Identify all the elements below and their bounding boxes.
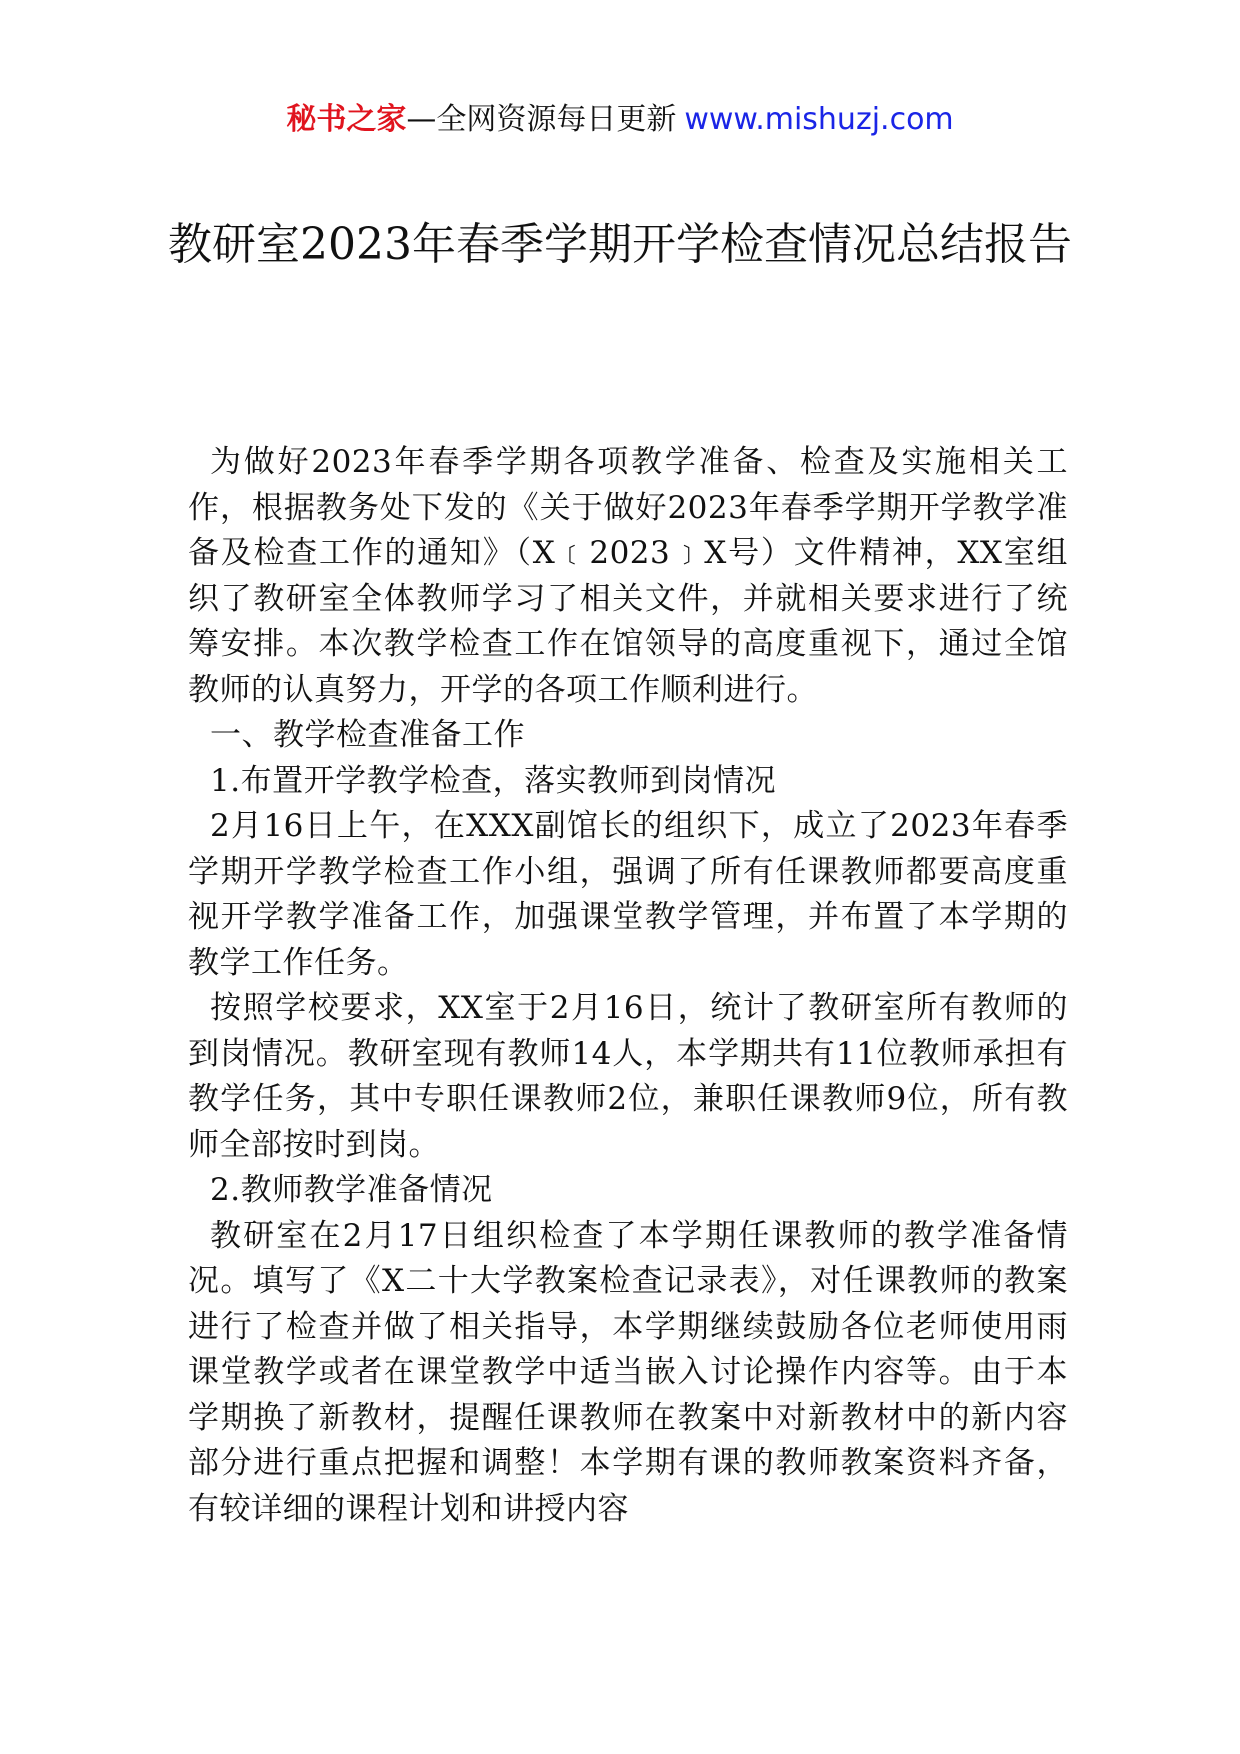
header-tagline: —全网资源每日更新 (406, 102, 677, 137)
subsection-heading-1: 1.布置开学教学检查，落实教师到岗情况 (210, 762, 777, 799)
document-body (188, 440, 1068, 1532)
section-heading-1: 一、教学检查准备工作 (210, 717, 525, 753)
site-header (0, 98, 1240, 142)
document-title: 教研室2023年春季学期开学检查情况总结报告 (168, 219, 1072, 270)
subsection-heading-2: 2.教师教学准备情况 (210, 1172, 493, 1208)
paragraph-intro: 为做好2023年春季学期各项教学准备、检查及实施相关工作，根据教务处下发的《关于做好2023年春季学期开学教学准备及检查工作的通知》（X﹝2023﹞X号）文件精神，XX室组织了教研室全体教师学习了相关文件，并就相关要求进行了统筹安排。本次教学检查工作在馆领导的高度重视下，通过全馆教师的认真努力，开学的各项工作顺利进行。 (188, 444, 1068, 708)
paragraph-staffing: 2月16日上午，在XXX副馆长的组织下，成立了2023年春季学期开学教学检查工作小组，强调了所有任课教师都要高度重视开学教学准备工作，加强课堂教学管理，并布置了本学期的教学工作任务。 (188, 808, 1068, 981)
brand-name: 秘书之家 (286, 102, 407, 137)
site-link[interactable]: www.mishuzj.com (684, 102, 954, 137)
paragraph-attendance: 按照学校要求，XX室于2月16日，统计了教研室所有教师的到岗情况。教研室现有教师14人，本学期共有11位教师承担有教学任务，其中专职任课教师2位，兼职任课教师9位，所有教师全部按时到岗。 (188, 990, 1068, 1163)
paragraph-preparation: 教研室在2月17日组织检查了本学期任课教师的教学准备情况。填写了《X二十大学教案检查记录表》，对任课教师的教案进行了检查并做了相关指导，本学期继续鼓励各位老师使用雨课堂教学或者在课堂教学中适当嵌入讨论操作内容等。由于本学期换了新教材，提醒任课教师在教案中对新教材中的新内容部分进行重点把握和调整！本学期有课的教师教案资料齐备，有较详细的课程计划和讲授内容 (188, 1217, 1068, 1527)
